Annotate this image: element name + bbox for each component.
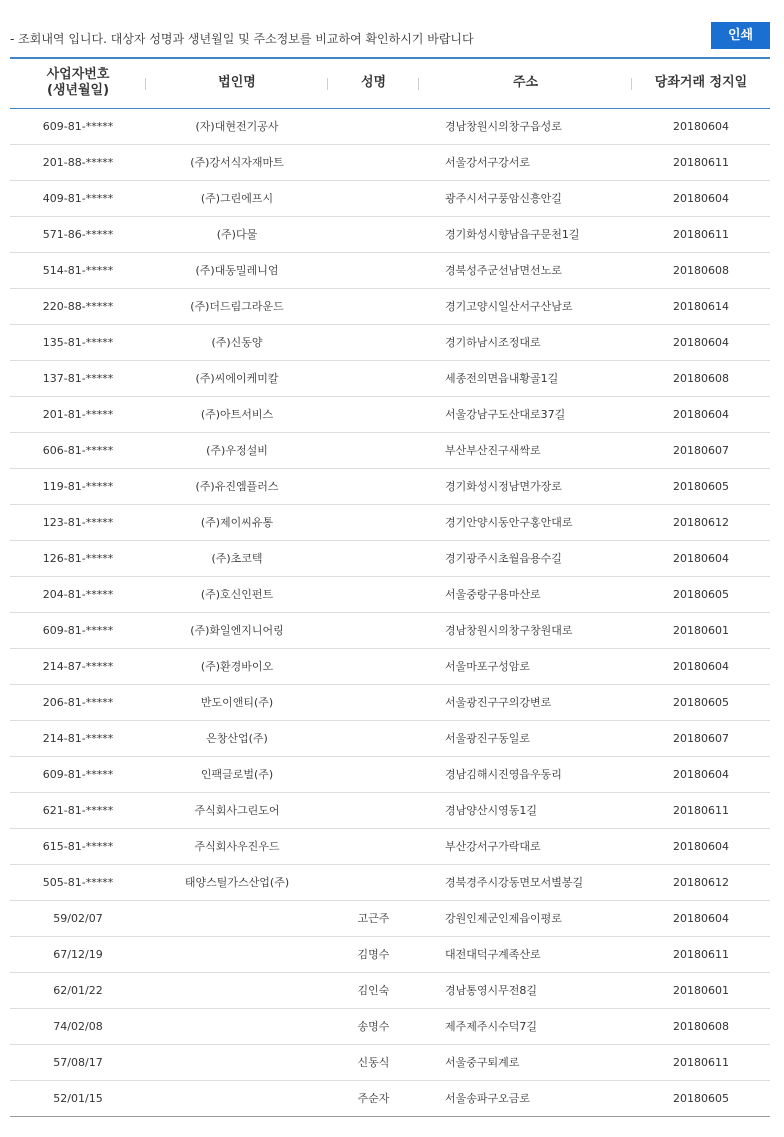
cell-name: 송명수 — [328, 1008, 419, 1044]
table-row — [10, 756, 770, 792]
cell-name — [328, 360, 419, 396]
cell-company — [146, 900, 328, 936]
cell-address: 경남창원시의창구창원대로 — [419, 612, 632, 648]
cell-regno: 204-81-***** — [10, 576, 146, 612]
table-row — [10, 720, 770, 756]
cell-address: 서울중구퇴계로 — [419, 1044, 632, 1080]
cell-address: 서울강서구강서로 — [419, 144, 632, 180]
cell-regno: 609-81-***** — [10, 612, 146, 648]
cell-company: (주)대동밀레니엄 — [146, 252, 328, 288]
cell-name — [328, 324, 419, 360]
cell-date: 20180611 — [632, 1044, 770, 1080]
cell-name — [328, 648, 419, 684]
cell-address: 경남창원시의창구읍성로 — [419, 108, 632, 144]
column-header-date-label: 당좌거래 정지일 — [654, 75, 748, 91]
cell-regno: 571-86-***** — [10, 216, 146, 252]
cell-name — [328, 792, 419, 828]
cell-company — [146, 1080, 328, 1116]
table-row — [10, 468, 770, 504]
column-header-name-label: 성명 — [360, 75, 387, 91]
cell-company: (주)씨에이케미칼 — [146, 360, 328, 396]
cell-company: 은창산업(주) — [146, 720, 328, 756]
table-row — [10, 180, 770, 216]
cell-name: 김명수 — [328, 936, 419, 972]
cell-address: 서울마포구성암로 — [419, 648, 632, 684]
cell-regno: 67/12/19 — [10, 936, 146, 972]
cell-regno: 201-88-***** — [10, 144, 146, 180]
cell-name — [328, 396, 419, 432]
table-row — [10, 828, 770, 864]
cell-company — [146, 1044, 328, 1080]
cell-name: 주순자 — [328, 1080, 419, 1116]
cell-regno: 621-81-***** — [10, 792, 146, 828]
column-header-name — [328, 58, 419, 108]
cell-address: 경북성주군선남면선노로 — [419, 252, 632, 288]
cell-name — [328, 864, 419, 900]
cell-address: 경기화성시정남면가장로 — [419, 468, 632, 504]
cell-regno: 119-81-***** — [10, 468, 146, 504]
cell-date: 20180608 — [632, 1008, 770, 1044]
cell-date: 20180604 — [632, 324, 770, 360]
cell-name — [328, 288, 419, 324]
cell-name — [328, 180, 419, 216]
column-header-company-label: 법인명 — [218, 75, 256, 91]
cell-name — [328, 144, 419, 180]
cell-date: 20180607 — [632, 432, 770, 468]
cell-name — [328, 612, 419, 648]
cell-name — [328, 540, 419, 576]
cell-regno: 214-87-***** — [10, 648, 146, 684]
cell-company: (자)대현전기공사 — [146, 108, 328, 144]
cell-company: 주식회사우진우드 — [146, 828, 328, 864]
print-button[interactable]: 인쇄 — [711, 22, 770, 49]
table-row — [10, 540, 770, 576]
cell-regno: 206-81-***** — [10, 684, 146, 720]
cell-date: 20180604 — [632, 108, 770, 144]
cell-name — [328, 108, 419, 144]
cell-address: 경남통영시무전8길 — [419, 972, 632, 1008]
table-row — [10, 936, 770, 972]
cell-name — [328, 504, 419, 540]
cell-date: 20180605 — [632, 684, 770, 720]
cell-name: 고근주 — [328, 900, 419, 936]
cell-company — [146, 1008, 328, 1044]
cell-company: (주)강서식자재마트 — [146, 144, 328, 180]
cell-name — [328, 252, 419, 288]
cell-address: 경기화성시향남읍구문천1길 — [419, 216, 632, 252]
table-body — [10, 108, 770, 1116]
cell-company — [146, 972, 328, 1008]
cell-company: (주)화일엔지니어링 — [146, 612, 328, 648]
cell-date: 20180604 — [632, 180, 770, 216]
cell-date: 20180614 — [632, 288, 770, 324]
table-row — [10, 432, 770, 468]
column-header-company — [146, 58, 328, 108]
cell-address: 대전대덕구계족산로 — [419, 936, 632, 972]
cell-regno: 135-81-***** — [10, 324, 146, 360]
cell-address: 서울중랑구용마산로 — [419, 576, 632, 612]
cell-company: (주)더드림그라운드 — [146, 288, 328, 324]
cell-company: 주식회사그린도어 — [146, 792, 328, 828]
table-row — [10, 792, 770, 828]
cell-name: 김인숙 — [328, 972, 419, 1008]
cell-company: (주)호신인펀트 — [146, 576, 328, 612]
cell-date: 20180612 — [632, 864, 770, 900]
table-row — [10, 324, 770, 360]
cell-address: 강원인제군인제읍이평로 — [419, 900, 632, 936]
table-row — [10, 216, 770, 252]
cell-date: 20180605 — [632, 576, 770, 612]
cell-name — [328, 468, 419, 504]
cell-date: 20180611 — [632, 936, 770, 972]
cell-regno: 59/02/07 — [10, 900, 146, 936]
cell-regno: 57/08/17 — [10, 1044, 146, 1080]
cell-date: 20180611 — [632, 144, 770, 180]
cell-regno: 126-81-***** — [10, 540, 146, 576]
cell-address: 서울강남구도산대로37길 — [419, 396, 632, 432]
cell-name: 신동식 — [328, 1044, 419, 1080]
cell-address: 경남양산시영동1길 — [419, 792, 632, 828]
table-row — [10, 1080, 770, 1116]
cell-address: 서울광진구동일로 — [419, 720, 632, 756]
table-header-row — [10, 58, 770, 108]
table-row — [10, 648, 770, 684]
cell-regno: 62/01/22 — [10, 972, 146, 1008]
table-row — [10, 360, 770, 396]
cell-date: 20180608 — [632, 252, 770, 288]
table-row — [10, 972, 770, 1008]
cell-address: 제주제주시수덕7길 — [419, 1008, 632, 1044]
table-row — [10, 504, 770, 540]
table-row — [10, 144, 770, 180]
cell-regno: 123-81-***** — [10, 504, 146, 540]
cell-company: (주)아트서비스 — [146, 396, 328, 432]
cell-date: 20180608 — [632, 360, 770, 396]
table-row — [10, 1044, 770, 1080]
cell-date: 20180605 — [632, 1080, 770, 1116]
cell-date: 20180604 — [632, 828, 770, 864]
cell-company: (주)제이씨유통 — [146, 504, 328, 540]
table-row — [10, 612, 770, 648]
cell-date: 20180604 — [632, 648, 770, 684]
cell-date: 20180612 — [632, 504, 770, 540]
cell-date: 20180607 — [632, 720, 770, 756]
table-row — [10, 288, 770, 324]
cell-regno: 201-81-***** — [10, 396, 146, 432]
cell-date: 20180611 — [632, 792, 770, 828]
cell-company — [146, 936, 328, 972]
cell-address: 세종전의면읍내황골1길 — [419, 360, 632, 396]
table-row — [10, 108, 770, 144]
table-row — [10, 900, 770, 936]
cell-company: (주)신동양 — [146, 324, 328, 360]
cell-company: (주)유진엠플러스 — [146, 468, 328, 504]
cell-address: 서울송파구오금로 — [419, 1080, 632, 1116]
cell-address: 광주시서구풍암신흥안길 — [419, 180, 632, 216]
cell-regno: 606-81-***** — [10, 432, 146, 468]
cell-name — [328, 756, 419, 792]
cell-address: 부산부산진구새싹로 — [419, 432, 632, 468]
column-header-regno-line2: (생년월일) — [46, 83, 110, 99]
column-header-address-label: 주소 — [512, 75, 539, 91]
cell-date: 20180601 — [632, 972, 770, 1008]
cell-date: 20180604 — [632, 396, 770, 432]
cell-address: 경기하남시조정대로 — [419, 324, 632, 360]
cell-date: 20180604 — [632, 900, 770, 936]
cell-address: 경기안양시동안구홍안대로 — [419, 504, 632, 540]
cell-address: 경북경주시강동면모서별봉길 — [419, 864, 632, 900]
cell-date: 20180601 — [632, 612, 770, 648]
cell-date: 20180604 — [632, 756, 770, 792]
cell-date: 20180604 — [632, 540, 770, 576]
cell-name — [328, 720, 419, 756]
column-header-date — [632, 58, 770, 108]
cell-company: (주)그린에프시 — [146, 180, 328, 216]
cell-regno: 409-81-***** — [10, 180, 146, 216]
column-header-address — [419, 58, 632, 108]
cell-date: 20180611 — [632, 216, 770, 252]
cell-regno: 74/02/08 — [10, 1008, 146, 1044]
table-row — [10, 252, 770, 288]
table-row — [10, 864, 770, 900]
cell-company: (주)초코텍 — [146, 540, 328, 576]
cell-regno: 214-81-***** — [10, 720, 146, 756]
cell-name — [328, 432, 419, 468]
column-header-regno — [10, 58, 146, 108]
cell-regno: 505-81-***** — [10, 864, 146, 900]
cell-name — [328, 828, 419, 864]
table-row — [10, 1008, 770, 1044]
cell-company: 인팩글로벌(주) — [146, 756, 328, 792]
cell-name — [328, 576, 419, 612]
cell-company: (주)우정설비 — [146, 432, 328, 468]
table-row — [10, 576, 770, 612]
cell-company: 태양스틸가스산업(주) — [146, 864, 328, 900]
cell-company: (주)다물 — [146, 216, 328, 252]
cell-address: 경기광주시초월읍용수길 — [419, 540, 632, 576]
cell-regno: 609-81-***** — [10, 756, 146, 792]
column-header-regno-line1: 사업자번호 — [46, 67, 110, 83]
table-row — [10, 396, 770, 432]
cell-address: 경남김해시진영읍우동리 — [419, 756, 632, 792]
cell-regno: 615-81-***** — [10, 828, 146, 864]
cell-regno: 137-81-***** — [10, 360, 146, 396]
results-table — [10, 57, 770, 1117]
cell-regno: 52/01/15 — [10, 1080, 146, 1116]
cell-address: 부산강서구가락대로 — [419, 828, 632, 864]
cell-address: 경기고양시일산서구산남로 — [419, 288, 632, 324]
cell-name — [328, 684, 419, 720]
cell-regno: 609-81-***** — [10, 108, 146, 144]
cell-date: 20180605 — [632, 468, 770, 504]
cell-company: 반도이앤티(주) — [146, 684, 328, 720]
table-row — [10, 684, 770, 720]
cell-regno: 220-88-***** — [10, 288, 146, 324]
notice-text: - 조회내역 입니다. 대상자 성명과 생년월일 및 주소정보를 비교하여 확인하시기 바랍니다 — [10, 32, 474, 46]
cell-company: (주)환경바이오 — [146, 648, 328, 684]
cell-regno: 514-81-***** — [10, 252, 146, 288]
cell-address: 서울광진구구의강변로 — [419, 684, 632, 720]
cell-name — [328, 216, 419, 252]
